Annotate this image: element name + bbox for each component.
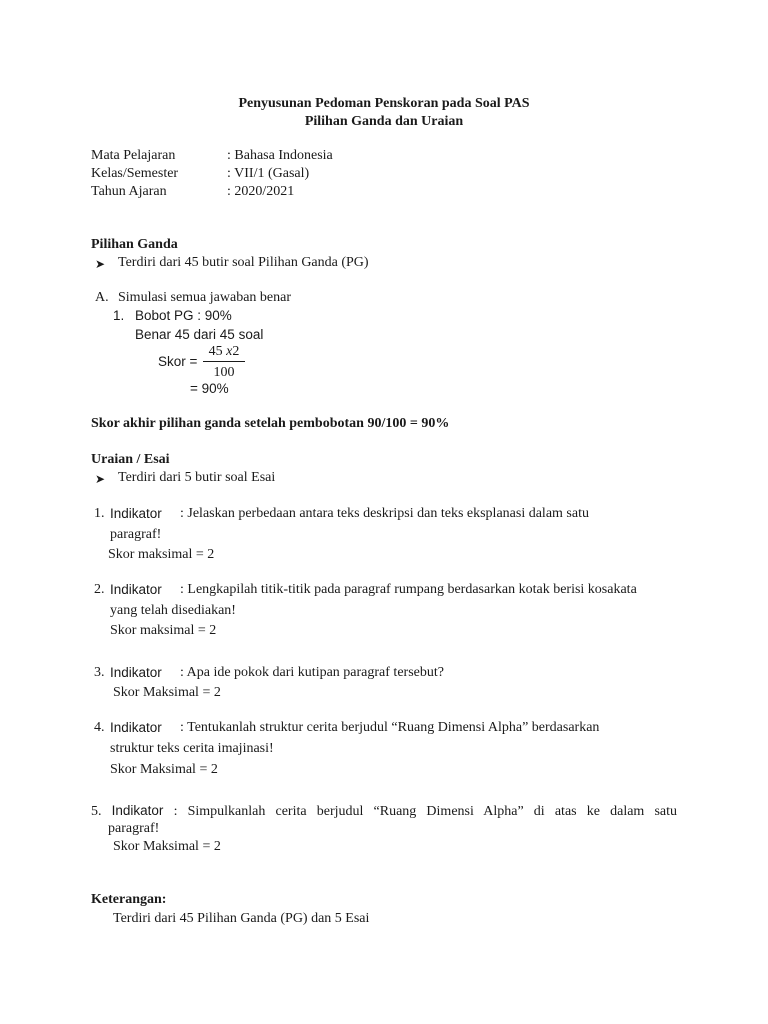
sim-marker: A. [95, 290, 109, 305]
class-label: Kelas/Semester [91, 166, 179, 181]
esai-item-text: : Apa ide pokok dari kutipan paragraf tersebut? [180, 665, 444, 680]
year-value: : 2020/2021 [227, 184, 295, 199]
bobot-text: Bobot PG : 90% [135, 308, 232, 323]
esai-item-continuation: paragraf! [110, 527, 162, 542]
pg-heading: Pilihan Ganda [91, 237, 178, 252]
pg-bullet-text: Terdiri dari 45 butir soal Pilihan Ganda (PG) [118, 255, 369, 270]
esai-item-5-line [91, 802, 677, 821]
benar-text: Benar 45 dari 45 soal [135, 327, 264, 342]
esai-item-continuation: yang telah disediakan! [110, 603, 236, 618]
esai-item-score: Skor Maksimal = 2 [110, 762, 218, 777]
bullet-arrow-icon: ➤ [95, 257, 106, 271]
item-marker: 1. [113, 308, 125, 323]
esai-item-score: Skor maksimal = 2 [108, 547, 215, 562]
esai-item-score: Skor Maksimal = 2 [113, 839, 221, 854]
pg-result: = 90% [190, 381, 229, 396]
esai-item-number: 4. [94, 720, 105, 735]
esai-item-text: : Tentukanlah struktur cerita berjudul “Ruang Dimensi Alpha” berdasarkan [180, 720, 600, 735]
subject-value: : Bahasa Indonesia [227, 148, 333, 163]
esai-item-label: Indikator [110, 506, 162, 521]
score-fraction [203, 343, 245, 381]
fraction-denominator: 100 [213, 365, 235, 380]
esai-item-number: 2. [94, 582, 105, 597]
title-line-2: Pilihan Ganda dan Uraian [304, 114, 464, 129]
esai-item-label: Indikator [110, 582, 162, 597]
sim-text: Simulasi semua jawaban benar [118, 290, 292, 305]
esai-item-text: : Lengkapilah titik-titik pada paragraf rumpang berdasarkan kotak berisi kosakata [180, 582, 637, 597]
esai-heading: Uraian / Esai [91, 452, 170, 467]
esai-item-number: 1. [94, 506, 105, 521]
esai-item-score: Skor Maksimal = 2 [113, 685, 221, 700]
class-value: : VII/1 (Gasal) [227, 166, 310, 181]
keterangan-heading: Keterangan: [91, 892, 167, 907]
title-line-1: Penyusunan Pedoman Penskoran pada Soal PAS [238, 96, 530, 111]
pg-final-score: Skor akhir pilihan ganda setelah pembobotan 90/100 = 90% [91, 416, 450, 431]
year-label: Tahun Ajaran [91, 184, 167, 199]
subject-label: Mata Pelajaran [91, 148, 176, 163]
keterangan-text: Terdiri dari 45 Pilihan Ganda (PG) dan 5 Esai [113, 911, 370, 926]
esai-item-continuation: struktur teks cerita imajinasi! [110, 741, 274, 756]
esai-item-number: 5. [91, 804, 102, 819]
esai-item-label: Indikator [111, 803, 164, 818]
esai-item-text: : Jelaskan perbedaan antara teks deskripsi dan teks eksplanasi dalam satu [180, 506, 589, 521]
esai-item-label: Indikator [110, 665, 162, 680]
esai-item-number: 3. [94, 665, 105, 680]
fraction-numerator: 45 x2 [208, 344, 240, 359]
esai-item-continuation: paragraf! [108, 821, 160, 836]
esai-bullet-text: Terdiri dari 5 butir soal Esai [118, 470, 276, 485]
esai-item-label: Indikator [110, 720, 162, 735]
skor-label: Skor = [158, 354, 198, 369]
esai-item-text: : Simpulkanlah cerita berjudul “Ruang Dimensi Alpha” di atas ke dalam satu [173, 804, 677, 819]
esai-item-score: Skor maksimal = 2 [110, 623, 217, 638]
bullet-arrow-icon: ➤ [95, 472, 106, 486]
fraction-bar [203, 361, 245, 362]
